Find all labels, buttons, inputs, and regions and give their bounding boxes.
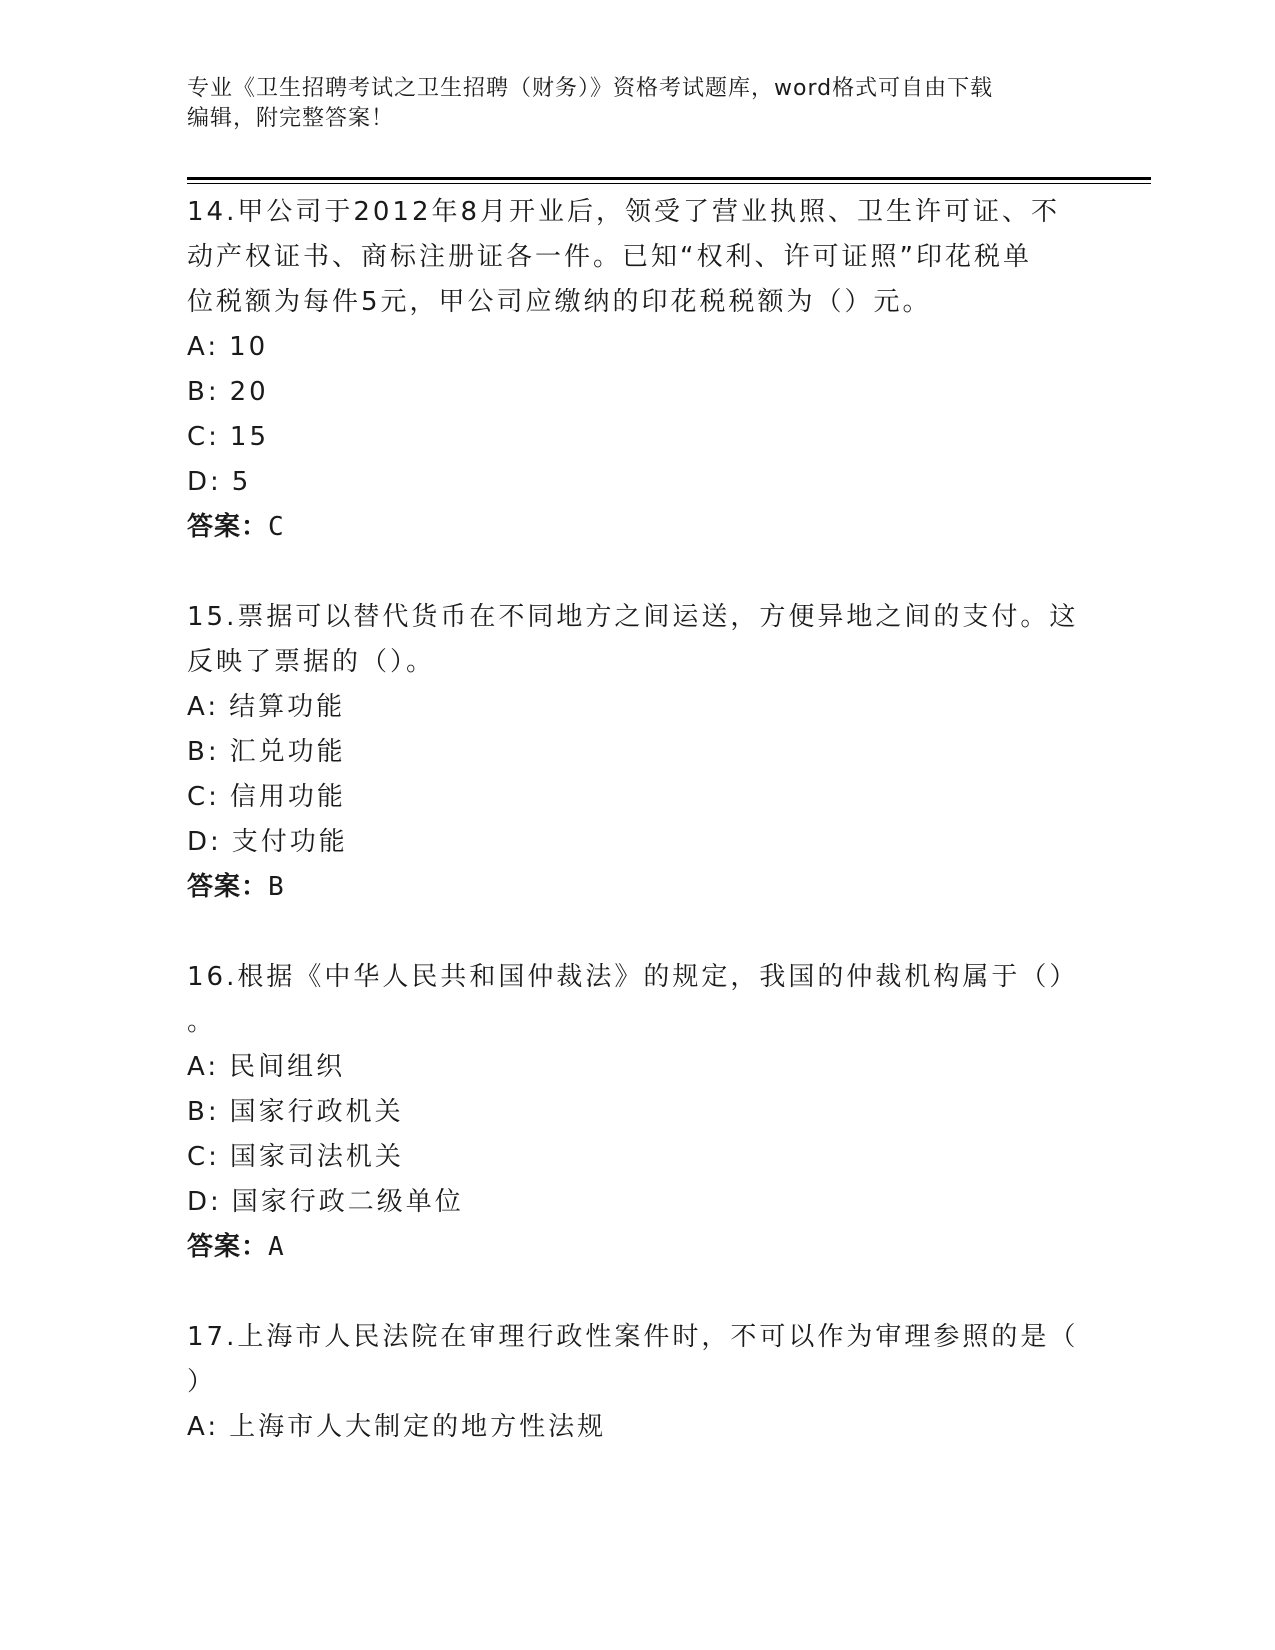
answer: [187, 865, 1087, 910]
question-text-line: 15.票据可以替代货币在不同地方之间运送，方便异地之间的支付。这: [187, 602, 1079, 632]
question-text-line: ）: [187, 1367, 217, 1397]
option-text: 国家司法机关: [229, 1142, 404, 1172]
header-divider-thin: [187, 183, 1151, 184]
header-line-2: 编辑，附完整答案！: [187, 106, 395, 131]
option-b: [187, 730, 1087, 775]
question-list: [187, 190, 1087, 1450]
option-text: 民间组织: [229, 1052, 346, 1082]
answer-value: A: [268, 1232, 285, 1262]
option-text: 5: [231, 467, 252, 497]
option-label: D:: [187, 1187, 222, 1217]
option-text: 国家行政机关: [229, 1097, 404, 1127]
question-text-line: 反映了票据的（）。: [187, 647, 436, 677]
answer: [187, 1225, 1087, 1270]
option-b: [187, 1090, 1087, 1135]
question-text-line: 14.甲公司于2012年8月开业后，领受了营业执照、卫生许可证、不: [187, 197, 1061, 227]
option-text: 支付功能: [231, 827, 348, 857]
option-text: 国家行政二级单位: [231, 1187, 464, 1217]
option-label: D:: [187, 827, 222, 857]
question-spacer: [187, 1270, 1087, 1315]
answer-label: 答案：: [187, 1232, 269, 1262]
option-label: C:: [187, 782, 220, 812]
question-text-line: 位税额为每件5元，甲公司应缴纳的印花税税额为（）元。: [187, 287, 932, 317]
option-text: 结算功能: [229, 692, 346, 722]
option-c: [187, 1135, 1087, 1180]
question-spacer: [187, 550, 1087, 595]
option-a: [187, 325, 1087, 370]
option-label: A:: [187, 332, 220, 362]
option-text: 20: [229, 377, 269, 407]
option-b: [187, 370, 1087, 415]
header-line-1: 专业《卫生招聘考试之卫生招聘（财务）》资格考试题库，word格式可自由下载: [187, 76, 994, 101]
question-text-line: 。: [187, 1007, 217, 1037]
option-label: B:: [187, 737, 220, 767]
option-c: [187, 415, 1087, 460]
answer-label: 答案：: [187, 872, 269, 902]
header-divider-thick: [187, 177, 1151, 180]
document-header: [187, 74, 1087, 134]
option-label: A:: [187, 1412, 220, 1442]
answer: [187, 505, 1087, 550]
question-15: [187, 595, 1087, 910]
answer-value: C: [268, 512, 285, 542]
option-text: 汇兑功能: [229, 737, 346, 767]
option-d: [187, 1180, 1087, 1225]
option-label: B:: [187, 1097, 220, 1127]
option-label: B:: [187, 377, 220, 407]
option-c: [187, 775, 1087, 820]
option-a: [187, 1045, 1087, 1090]
question-16: [187, 955, 1087, 1270]
answer-value: B: [268, 872, 285, 902]
question-14: [187, 190, 1087, 550]
option-label: A:: [187, 692, 220, 722]
option-a: [187, 1405, 1087, 1450]
option-a: [187, 685, 1087, 730]
question-spacer: [187, 910, 1087, 955]
question-text-line: 17.上海市人民法院在审理行政性案件时，不可以作为审理参照的是（: [187, 1322, 1079, 1352]
question-text-line: 16.根据《中华人民共和国仲裁法》的规定，我国的仲裁机构属于（）: [187, 962, 1079, 992]
option-label: D:: [187, 467, 222, 497]
answer-label: 答案：: [187, 512, 269, 542]
option-d: [187, 820, 1087, 865]
question-text-line: 动产权证书、商标注册证各一件。已知“权利、许可证照”印花税单: [187, 242, 1032, 272]
question-17: [187, 1315, 1087, 1450]
option-text: 10: [229, 332, 269, 362]
option-text: 上海市人大制定的地方性法规: [229, 1412, 607, 1442]
option-text: 信用功能: [229, 782, 346, 812]
option-text: 15: [229, 422, 270, 452]
option-label: C:: [187, 1142, 220, 1172]
option-d: [187, 460, 1087, 505]
option-label: C:: [187, 422, 220, 452]
option-label: A:: [187, 1052, 220, 1082]
